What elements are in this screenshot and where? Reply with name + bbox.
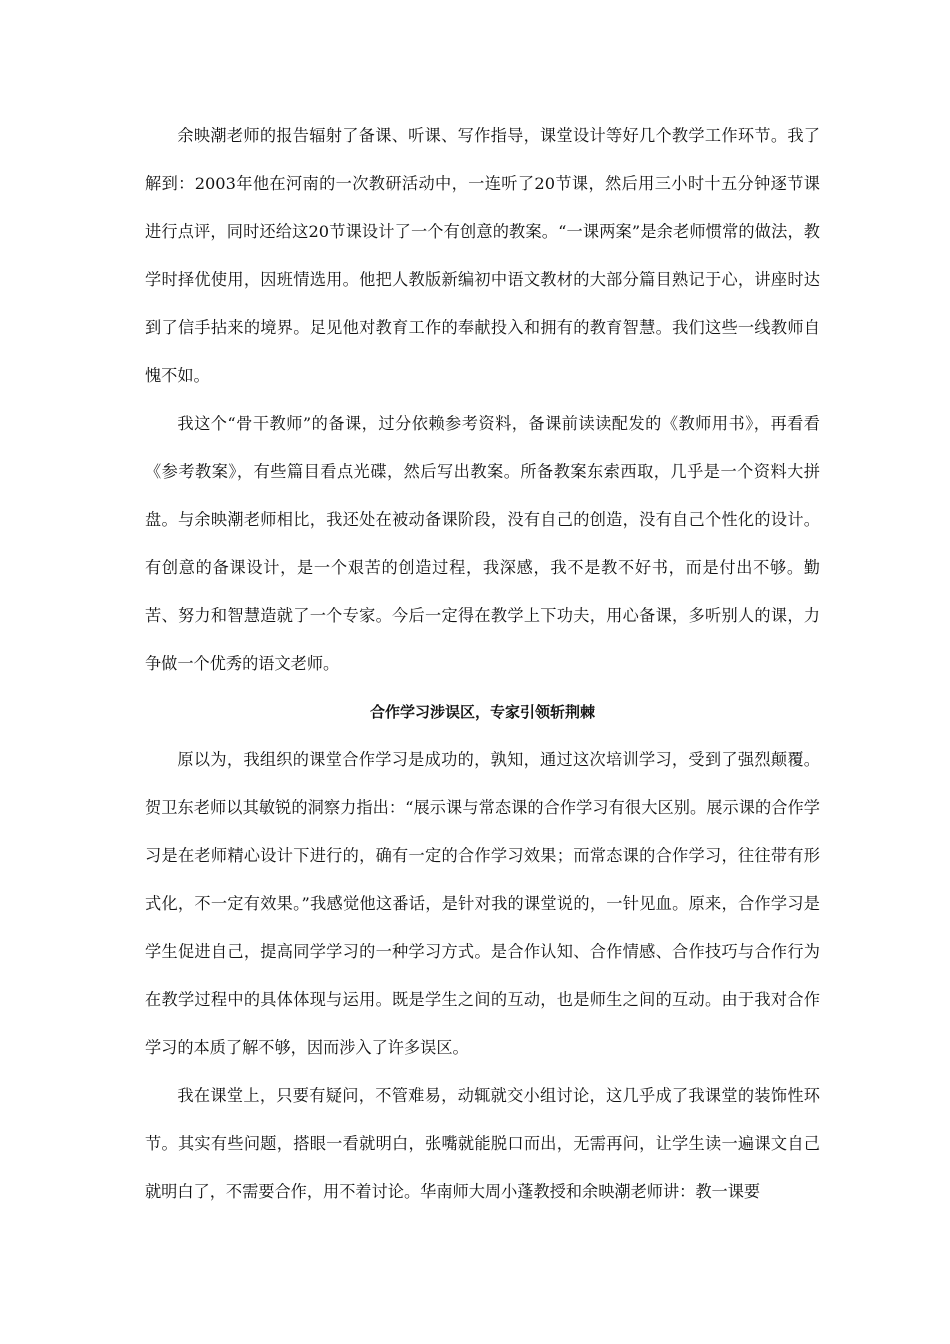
paragraph-yu-yingchao-report: 余映潮老师的报告辐射了备课、听课、写作指导，课堂设计等好几个教学工作环节。我了解到：2003年他在河南的一次教研活动中，一连听了20节课，然后用三小时十五分钟逐节课进行点评，同时还给这20节课设计了一个有创意的教案。“一课两案”是余老师惯常的做法，教学时择优使用，因班情选用。他把人教版新编初中语文教材的大部分篇目熟记于心，讲座时达到了信手拈来的境界。足见他对教育工作的奉献投入和拥有的教育智慧。我们这些一线教师自愧不如。 (145, 126, 820, 385)
section-heading: 合作学习涉误区，专家引领斩荆棘 (369, 703, 595, 721)
paragraph-backbone-teacher-prep: 我这个“骨干教师”的备课，过分依赖参考资料，备课前读读配发的《教师用书》，再看看《参考教案》，有些篇目看点光碟，然后写出教案。所备教案东索西取，几乎是一个资料大拼盘。与余映潮老师相比，我还处在被动备课阶段，没有自己的创造，没有自己个性化的设计。有创意的备课设计，是一个艰苦的创造过程，我深感，我不是教不好书，而是付出不够。勤苦、努力和智慧造就了一个专家。今后一定得在教学上下功夫，用心备课，多听别人的课，力争做一个优秀的语文老师。 (145, 414, 820, 673)
paragraph-classroom-discussion: 我在课堂上，只要有疑问，不管难易，动辄就交小组讨论，这几乎成了我课堂的装饰性环节。其实有些问题，搭眼一看就明白，张嘴就能脱口而出，无需再问，让学生读一遍课文自己就明白了，不需要合作，用不着讨论。华南师大周小蓬教授和余映潮老师讲：教一课要 (145, 1086, 820, 1201)
paragraph-cooperative-learning: 原以为，我组织的课堂合作学习是成功的，孰知，通过这次培训学习，受到了强烈颠覆。贺卫东老师以其敏锐的洞察力指出：“展示课与常态课的合作学习有很大区别。展示课的合作学习是在老师精心设计下进行的，确有一定的合作学习效果；而常态课的合作学习，往往带有形式化，不一定有效果。”我感觉他这番话，是针对我的课堂说的，一针见血。原来，合作学习是学生促进自己，提高同学学习的一种学习方式。是合作认知、合作情感、合作技巧与合作行为在教学过程中的具体体现与运用。既是学生之间的互动，也是师生之间的互动。由于我对合作学习的本质了解不够，因而涉入了许多误区。 (145, 750, 820, 1057)
document-body (145, 112, 820, 1216)
